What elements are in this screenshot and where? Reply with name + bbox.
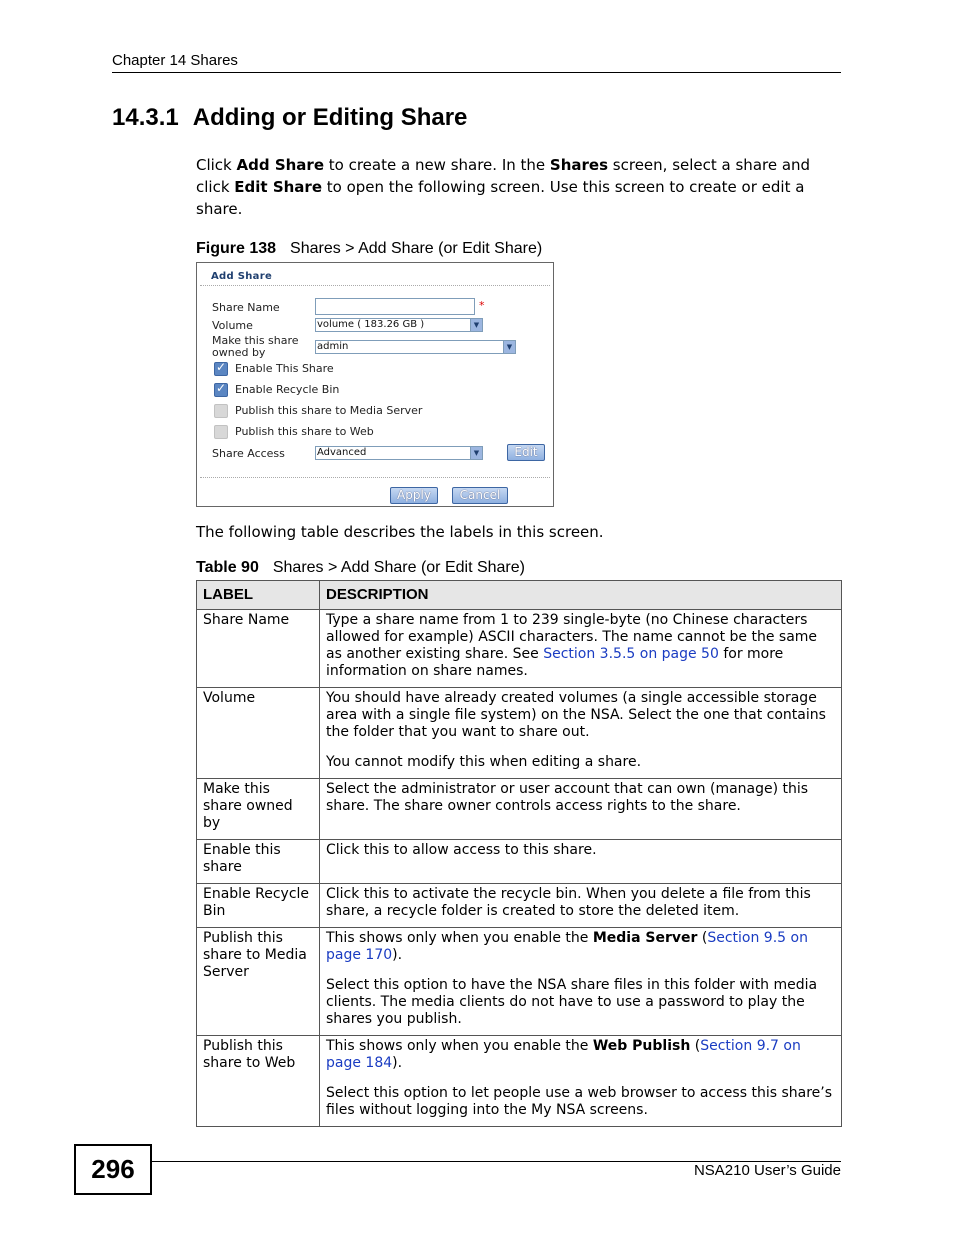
table-row [197,779,842,840]
row-label: Share Name [197,610,320,688]
volume-select-value: volume ( 183.26 GB ) [317,319,425,330]
panel-title: Add Share [211,271,273,282]
figure-caption [196,240,542,258]
required-mark: * [479,299,485,312]
section-title-text: Adding or Editing Share [192,104,468,131]
row-description: Click this to activate the recycle bin. When you delete a file from this share, a recycle folder is created to store the deleted item. [320,884,842,928]
share-name-input[interactable] [315,298,475,315]
row-description [320,1036,842,1127]
enable-share-checkbox[interactable] [214,362,228,376]
description-text: This shows only when you enable the [326,930,593,946]
table-header-description: DESCRIPTION [320,581,842,610]
owner-select[interactable] [315,340,516,354]
page-number: 296 [74,1144,152,1195]
intro-text: to open the following screen. Use this screen to create or edit a share. [196,178,805,218]
description-text: for more information on share names. [326,646,784,679]
description-text: ). [392,947,403,963]
table-caption [196,559,525,577]
description-text: Type a share name from 1 to 239 single-byte (no Chinese characters allowed for example) ASCII characters. The name cannot be the same as another existing share. See [326,612,818,662]
enable-share-label: Enable This Share [235,362,334,375]
intro-text: to create a new share. In the [324,156,550,174]
figure-caption-text: Shares > Add Share (or Edit Share) [290,240,543,257]
figure-label: Figure 138 [196,240,277,257]
table-row [197,928,842,1036]
panel-bottom-rule [200,477,550,478]
media-server-label: Publish this share to Media Server [235,404,423,417]
recycle-bin-label: Enable Recycle Bin [235,383,340,396]
section-number: 14.3.1 [112,104,179,131]
intro-text: Click [196,156,237,174]
table-caption-text: Shares > Add Share (or Edit Share) [272,559,525,576]
row-label: Make this share owned by [197,779,320,840]
row-label: Publish this share to Media Server [197,928,320,1036]
table-row [197,688,842,779]
table-row [197,840,842,884]
description-text: ( [697,930,708,946]
row-description [320,928,842,1036]
intro-text: screen, select a share and click [196,156,811,196]
intro-paragraph [196,154,846,220]
chevron-down-icon: ▼ [503,341,515,353]
table-header-row [197,581,842,610]
panel-title-rule [200,285,550,286]
description-text [326,930,835,964]
description-text: You should have already created volumes (a single accessible storage area with a single file system) on the NSA. Select the one that contains the folder that you want to share out. [326,690,826,740]
row-label: Volume [197,688,320,779]
intro-bold-shares: Shares [549,156,609,174]
header-rule [112,72,841,73]
table-intro: The following table describes the labels in this screen. [196,523,604,541]
apply-button[interactable]: Apply [390,487,438,504]
recycle-bin-checkbox[interactable] [214,383,228,397]
intro-bold-edit-share: Edit Share [234,178,322,196]
share-access-value: Advanced [317,447,367,458]
label-description-table [196,580,842,1127]
guide-title: NSA210 User’s Guide [693,1162,841,1179]
row-description [320,610,842,688]
publish-web-label: Publish this share to Web [235,425,374,438]
row-label: Enable this share [197,840,320,884]
table-label: Table 90 [196,559,259,576]
cross-reference-link[interactable]: Section 9.7 on page 184 [326,1038,801,1071]
row-label: Publish this share to Web [197,1036,320,1127]
share-access-select[interactable] [315,446,483,460]
table-row [197,884,842,928]
media-server-checkbox[interactable] [214,404,228,418]
share-name-label: Share Name [212,301,280,314]
table-row [197,610,842,688]
volume-select[interactable] [315,318,483,332]
table-header-label: LABEL [197,581,320,610]
chevron-down-icon: ▼ [470,447,482,459]
section-title [112,104,467,132]
description-bold: Web Publish [592,1038,691,1054]
add-share-screenshot [196,262,554,507]
description-bold: Media Server [592,930,698,946]
description-text: Select this option to have the NSA share files in this folder with media clients. The media clients do not have to use a password to play the shares you publish. [326,977,818,1027]
cancel-button[interactable]: Cancel [452,487,508,504]
publish-web-checkbox[interactable] [214,425,228,439]
intro-bold-add-share: Add Share [236,156,324,174]
row-label: Enable Recycle Bin [197,884,320,928]
running-head: Chapter 14 Shares [112,52,238,69]
edit-button[interactable]: Edit [507,444,545,461]
volume-label: Volume [212,319,253,332]
description-text [326,1038,835,1072]
row-description: Select the administrator or user account that can own (manage) this share. The share owner controls access rights to the share. [320,779,842,840]
chevron-down-icon: ▼ [470,319,482,331]
description-text: ). [392,1055,403,1071]
description-text: This shows only when you enable the [326,1038,593,1054]
row-description: Click this to allow access to this share. [320,840,842,884]
owner-label: Make this share owned by [212,334,299,359]
description-text: Select this option to let people use a web browser to access this share’s files without logging into the My NSA screens. [326,1085,833,1118]
share-access-label: Share Access [212,447,285,460]
owner-select-value: admin [317,341,349,352]
cross-reference-link[interactable]: Section 3.5.5 on page 50 [543,646,719,662]
description-text: You cannot modify this when editing a share. [326,754,642,770]
cross-reference-link[interactable]: Section 9.5 on page 170 [326,930,808,963]
row-description [320,688,842,779]
table-row [197,1036,842,1127]
description-text: ( [690,1038,701,1054]
